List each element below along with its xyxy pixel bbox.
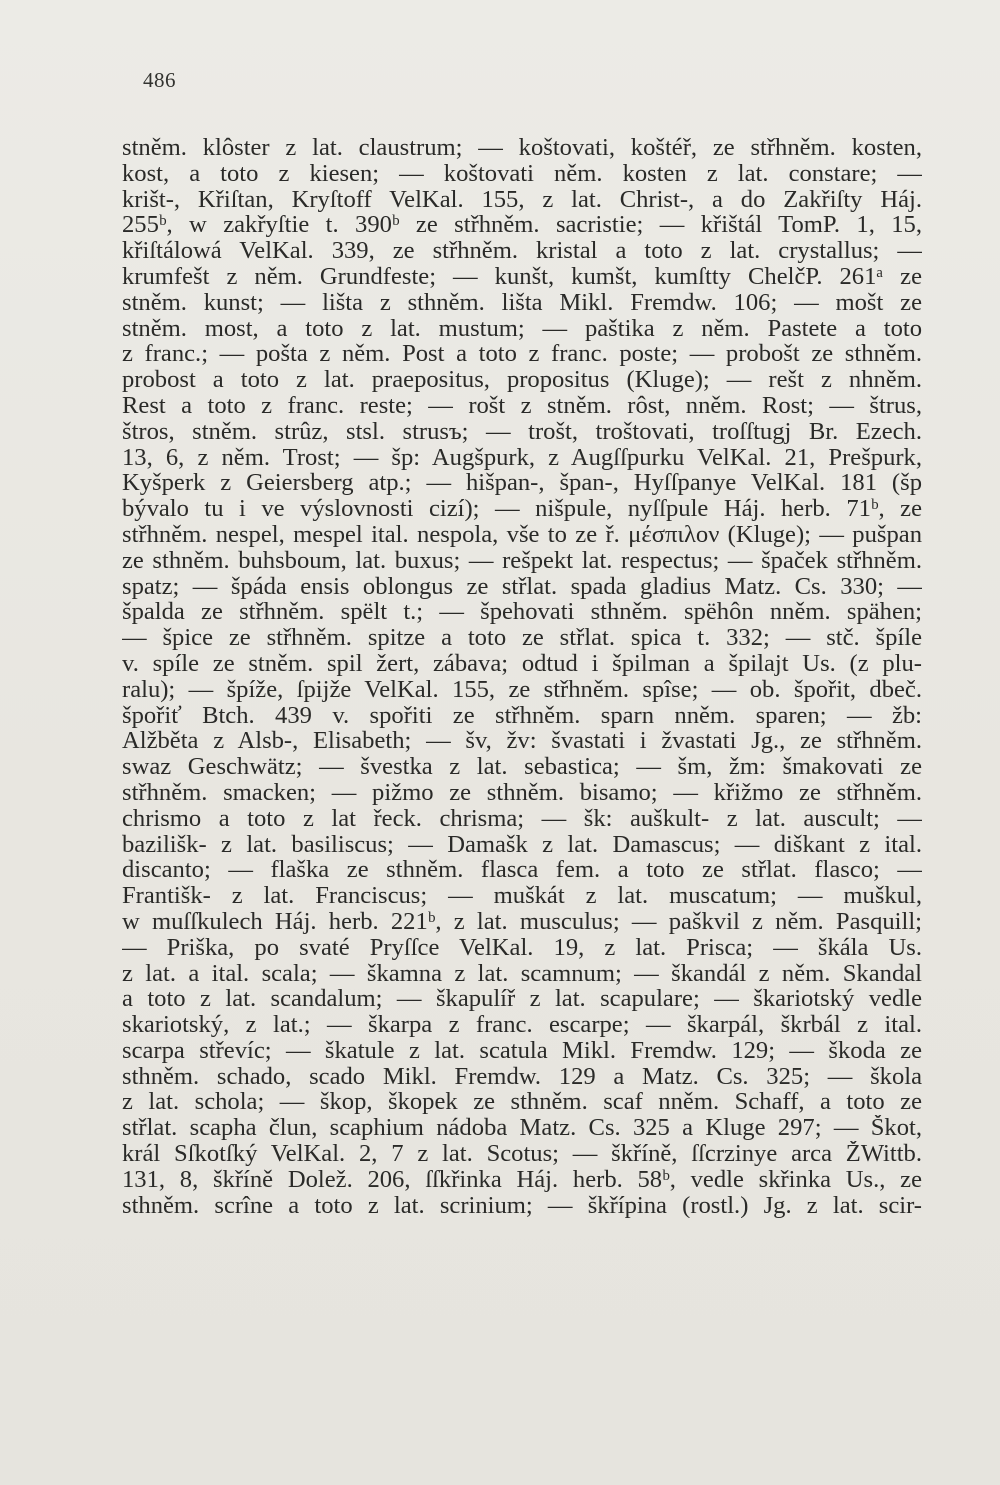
text-line: 255ᵇ, w zakřyſtie t. 390ᵇ ze střhněm. sacristie; — křištál TomP. 1, 15, [122, 212, 922, 239]
text-line: skariotský, z lat.; — škarpa z franc. escarpe; — škarpál, škrbál z ital. [122, 1012, 922, 1038]
text-line: 13, 6, z něm. Trost; — šp: Augšpurk, z Augſſpurku VelKal. 21, Prešpurk, [122, 444, 922, 471]
text-line: stněm. kunst; — lišta z sthněm. lišta Mikl. Fremdw. 106; — mošt ze [122, 289, 922, 316]
text-line: Františk- z lat. Franciscus; — muškát z lat. muscatum; — muškul, [122, 883, 922, 909]
text-line: kost, a toto z kiesen; — koštovati něm. kosten z lat. constare; — [122, 160, 922, 187]
text-line: špořiť Btch. 439 v. spořiti ze střhněm. sparn nněm. sparen; — žb: [122, 702, 922, 729]
text-line: stněm. most, a toto z lat. mustum; — paštika z něm. Pastete a toto [122, 315, 922, 342]
body-text [122, 135, 922, 1425]
text-line: 131, 8, škříně Dolež. 206, ſſkřinka Háj. herb. 58ᵇ, vedle skřinka Us., ze [122, 1166, 922, 1193]
text-line: štros, stněm. strûz, stsl. strusъ; — trošt, troštovati, troſſtugj Br. Ezech. [122, 418, 922, 445]
text-line: Rest a toto z franc. reste; — rošt z stněm. rôst, nněm. Rost; — štrus, [122, 392, 922, 419]
text-line: spatz; — špáda ensis oblongus ze střlat. spada gladius Matz. Cs. 330; — [122, 573, 922, 600]
text-line: a toto z lat. scandalum; — škapulíř z lat. scapulare; — škariotský vedle [122, 986, 922, 1013]
text-line: — Priška, po svaté Pryſſce VelKal. 19, z lat. Prisca; — škála Us. [122, 934, 922, 961]
text-line: Kyšperk z Geiersberg atp.; — hišpan-, špan-, Hyſſpanye VelKal. 181 (šp [122, 470, 922, 497]
text-line: chrismo a toto z lat řeck. chrisma; — šk: auškult- z lat. auscult; — [122, 805, 922, 832]
text-line: probost a toto z lat. praepositus, propositus (Kluge); — rešt z nhněm. [122, 367, 922, 393]
text-line: špalda ze střhněm. spëlt t.; — špehovati sthněm. spëhôn nněm. spähen; [122, 599, 922, 626]
text-line: křiſtálowá VelKal. 339, ze střhněm. kristal a toto z lat. crystallus; — [122, 238, 922, 264]
text-line: z lat. schola; — škop, škopek ze sthněm. scaf nněm. Schaff, a toto ze [122, 1089, 922, 1116]
text-line: sthněm. scrîne a toto z lat. scrinium; — škřípina (rostl.) Jg. z lat. scir- [122, 1192, 922, 1219]
text-line: v. spíle ze stněm. spil žert, zábava; odtud i špilman a špilajt Us. (z plu- [122, 650, 922, 677]
text-line: střhněm. smacken; — pižmo ze sthněm. bisamo; — křižmo ze střhněm. [122, 779, 922, 806]
text-line: stněm. klôster z lat. claustrum; — koštovati, koštéř, ze střhněm. kosten, [122, 135, 922, 161]
text-line: bývalo tu i ve výslovnosti cizí); — nišpule, nyſſpule Háj. herb. 71ᵇ, ze [122, 496, 922, 522]
page-number: 486 [143, 68, 176, 92]
text-line: z franc.; — pošta z něm. Post a toto z franc. poste; — probošt ze sthněm. [122, 341, 922, 368]
text-line: střhněm. nespel, mespel ital. nespola, vše to ze ř. μέσπιλον (Kluge); — pušpan [122, 521, 922, 548]
text-line: sthněm. schado, scado Mikl. Fremdw. 129 a Matz. Cs. 325; — škola [122, 1063, 922, 1090]
text-line: Alžběta z Alsb-, Elisabeth; — šv, žv: švastati i žvastati Jg., ze střhněm. [122, 728, 922, 755]
text-line: — špice ze střhněm. spitze a toto ze střlat. spica t. 332; — stč. špíle [122, 625, 922, 651]
text-line: střlat. scapha člun, scaphium nádoba Matz. Cs. 325 a Kluge 297; — Škot, [122, 1115, 922, 1142]
text-line: scarpa střevíc; — škatule z lat. scatula Mikl. Fremdw. 129; — škoda ze [122, 1037, 922, 1064]
text-line: z lat. a ital. scala; — škamna z lat. scamnum; — škandál z něm. Skandal [122, 960, 922, 987]
text-line: krumfešt z něm. Grundfeste; — kunšt, kumšt, kumſtty ChelčP. 261ᵃ ze [122, 263, 922, 290]
text-line: ze sthněm. buhsboum, lat. buxus; — rešpekt lat. respectus; — špaček střhněm. [122, 547, 922, 574]
text-line: discanto; — flaška ze sthněm. flasca fem. a toto ze střlat. flasco; — [122, 857, 922, 884]
text-line: bazilišk- z lat. basiliscus; — Damašk z lat. Damascus; — diškant z ital. [122, 831, 922, 858]
text-line: krišt-, Křiſtan, Kryſtoff VelKal. 155, z lat. Christ-, a do Zakřiſty Háj. [122, 186, 922, 213]
text-line: w muſſkulech Háj. herb. 221ᵇ, z lat. musculus; — paškvil z něm. Pasquill; [122, 908, 922, 935]
text-line: swaz Geschwätz; — švestka z lat. sebastica; — šm, žm: šmakovati ze [122, 754, 922, 780]
text-line: král Sſkotſký VelKal. 2, 7 z lat. Scotus; — škříně, ſſcrzinye arca ŽWittb. [122, 1141, 922, 1167]
text-line: ralu); — špíže, ſpijže VelKal. 155, ze střhněm. spîse; — ob. špořit, dbeč. [122, 676, 922, 703]
